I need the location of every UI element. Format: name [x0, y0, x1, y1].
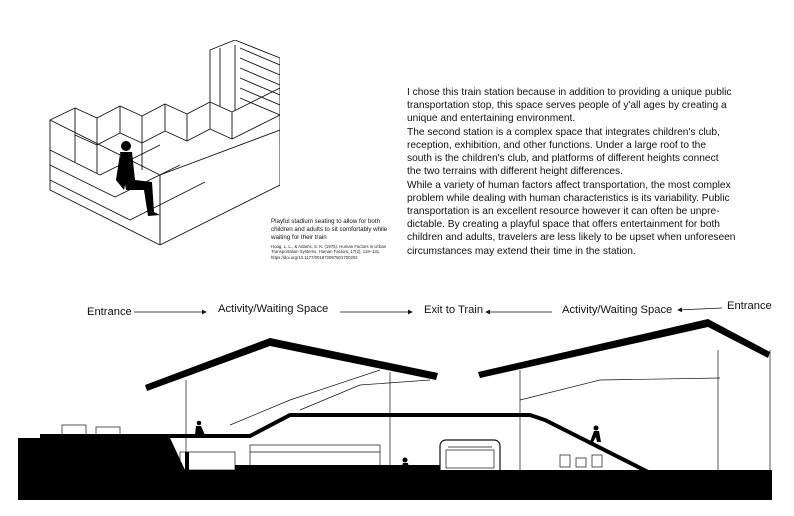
body-line: unique and entertaining environment.: [407, 113, 576, 124]
body-line: south is the children's club, and platforms of different heights connect: [407, 153, 719, 164]
station-section-drawing: [0, 290, 794, 516]
label-entrance-left: Entrance: [87, 306, 132, 318]
person-icon: [403, 458, 408, 463]
body-line: I chose this train station because in addition to providing a unique public: [407, 87, 732, 98]
person-icon: [594, 426, 599, 431]
caption-text: Playful stadium seating to allow for both children and adults to sit comfortably while waiting for their train: [271, 218, 388, 241]
body-line: the two terrains with different height differences.: [407, 166, 623, 177]
caption-reference: Hoag, L. L., & Adams, S. K. (1975). Human Factors in Urban Transportation Systems. Human Factors, 17(2), 119–131. https://doi.org/10.1177/001872087501700202: [271, 244, 387, 260]
stadium-seating-drawing: [40, 40, 280, 245]
label-activity-right: Activity/Waiting Space: [562, 304, 673, 316]
label-activity-left: Activity/Waiting Space: [218, 303, 329, 315]
body-line: transportation is an excellent resource however it can often be unpre-: [407, 206, 720, 217]
body-line: While a variety of human factors affect transportation, the most complex: [407, 180, 731, 191]
body-line: reception, exhibition, and other functions. Under a large roof to the: [407, 140, 707, 151]
body-line: dictable. By creating a playful space that offers entertainment for both: [407, 219, 720, 230]
body-line: The second station is a complex space that integrates children's club,: [407, 127, 720, 138]
seating-caption: [271, 218, 399, 260]
person-icon: [197, 421, 202, 426]
body-line: children and adults, travelers are less likely to be upset when unforeseen: [407, 232, 736, 243]
label-exit-to-train: Exit to Train: [424, 304, 484, 316]
label-entrance-right: Entrance: [727, 300, 772, 312]
body-line: circumstances may extend their time in the station.: [407, 246, 636, 257]
body-line: transportation stop, this space serves people of y'all ages by creating a: [407, 100, 727, 111]
body-line: problem while dealing with human characteristics is its variability. Public: [407, 193, 730, 204]
